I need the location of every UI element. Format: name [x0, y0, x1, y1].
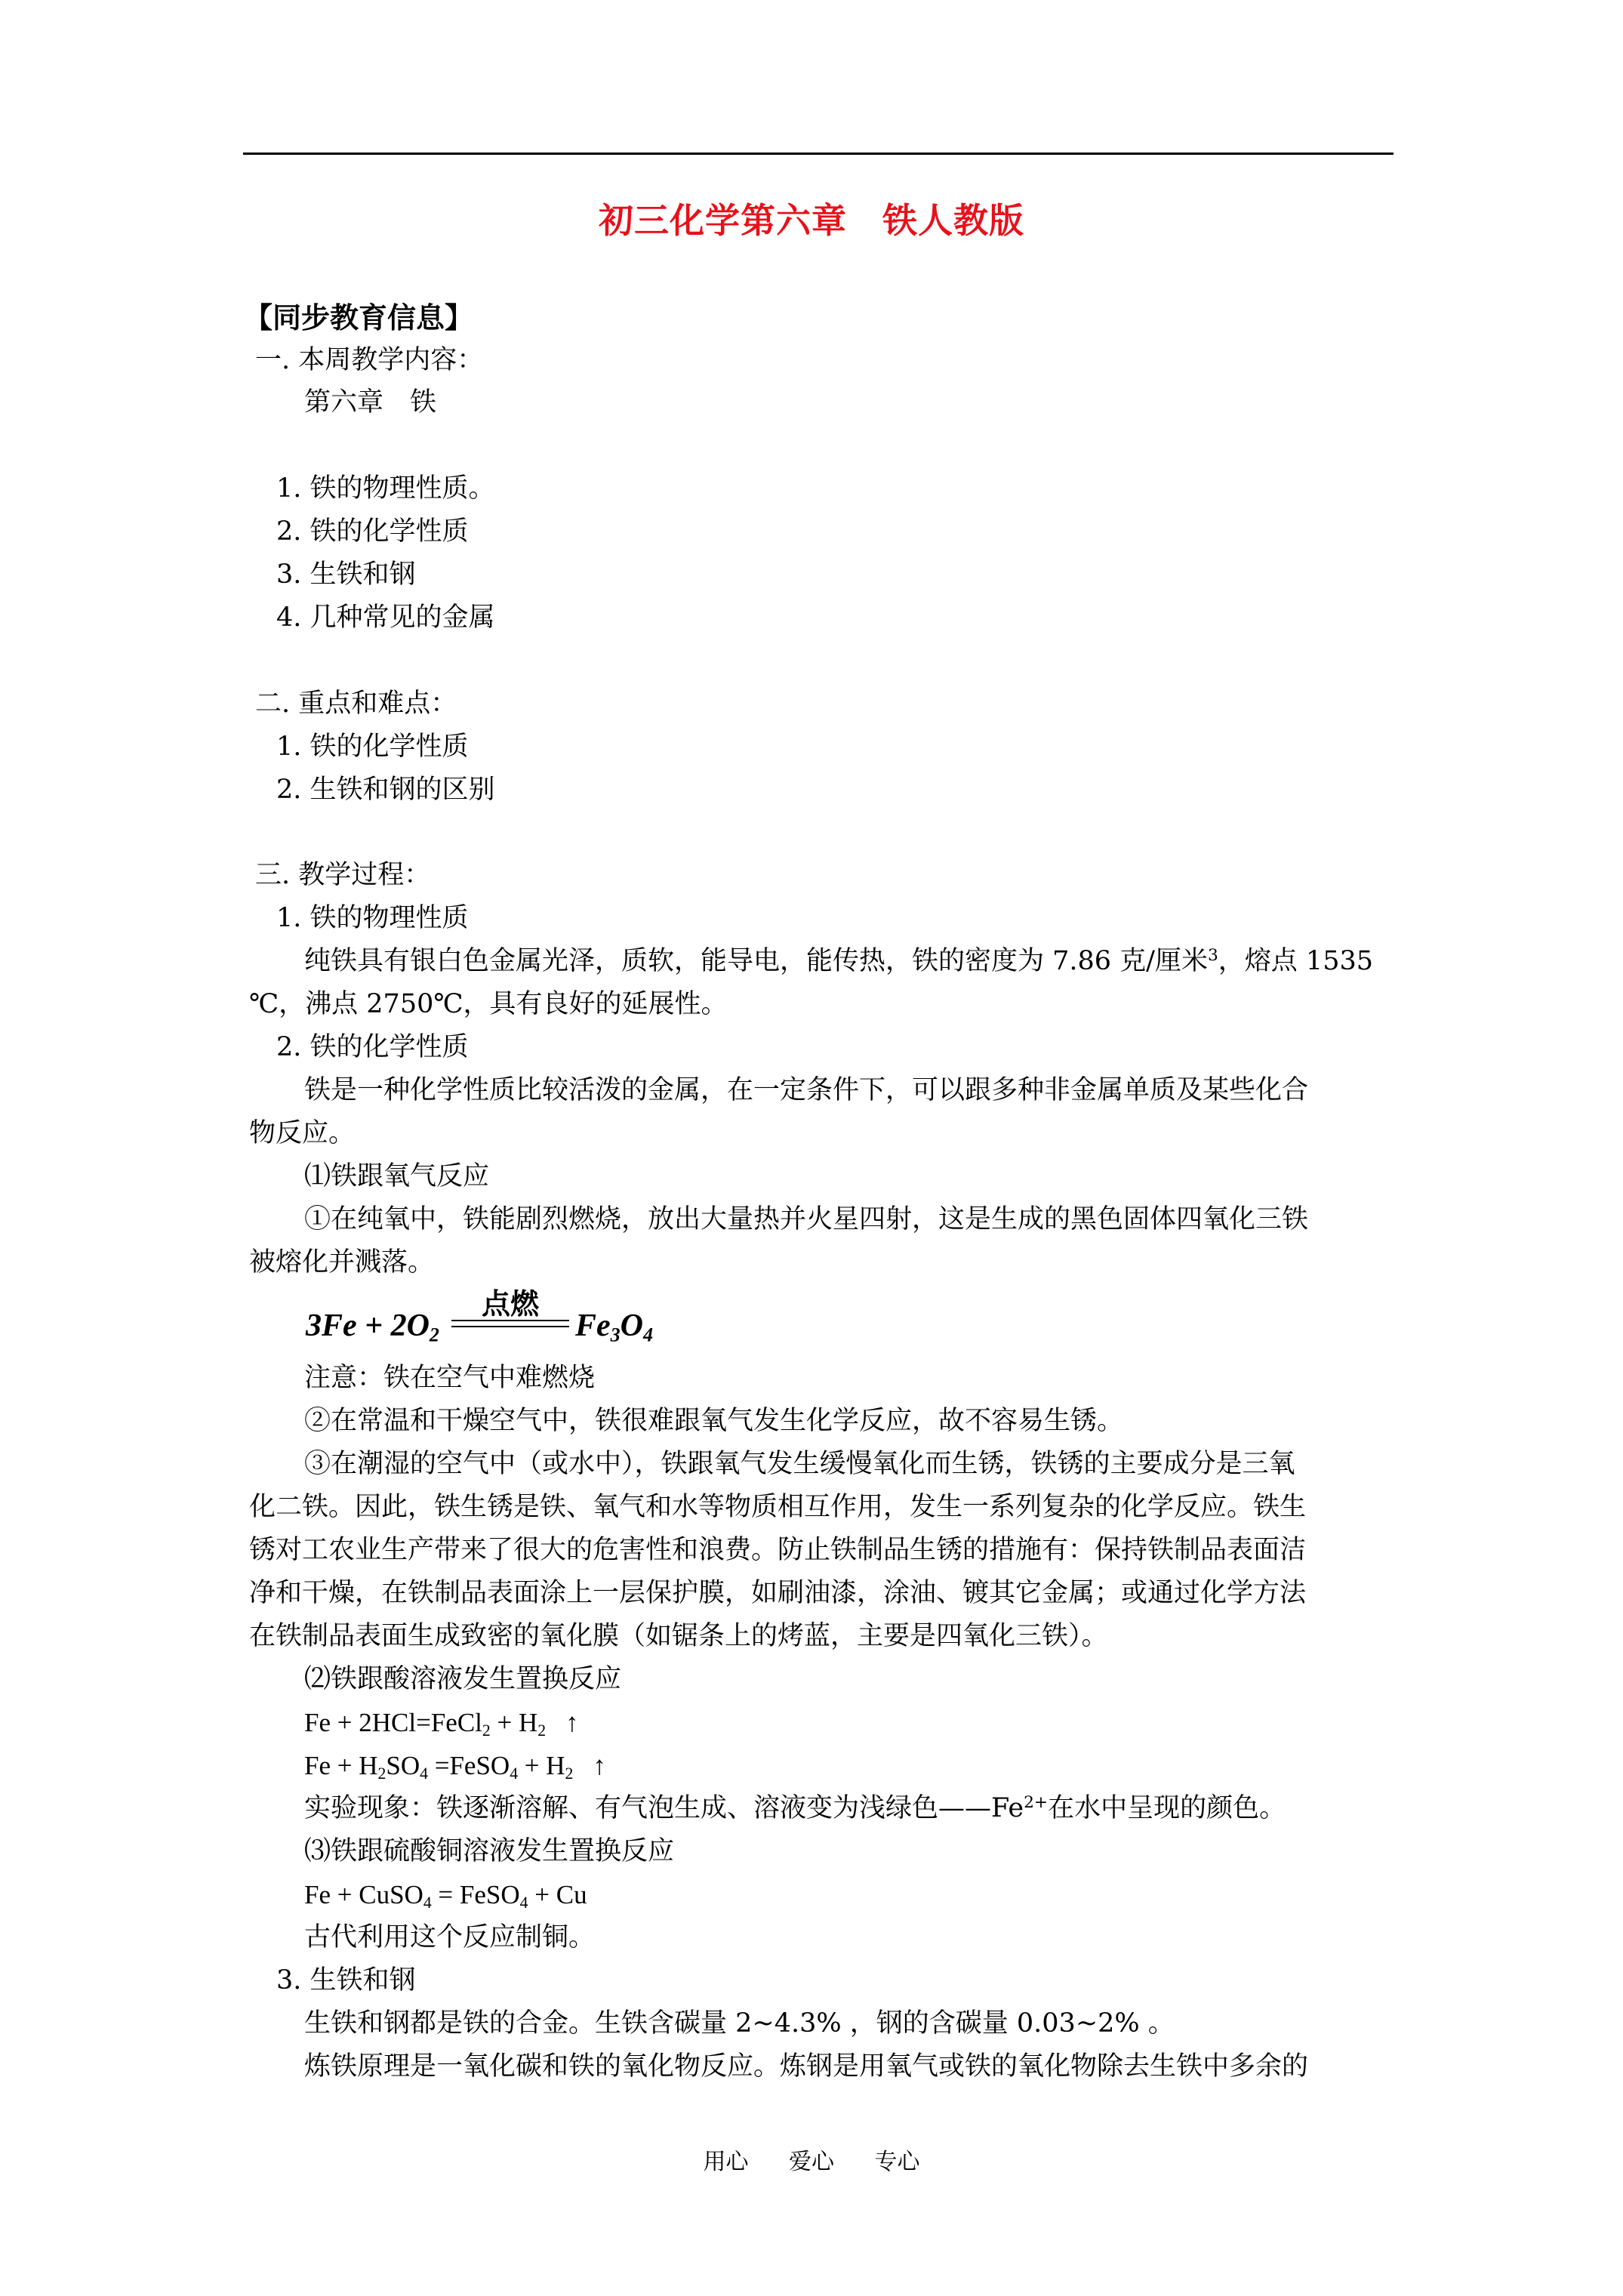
- alloy-paragraph: 生铁和钢都是铁的合金。生铁含碳量 2~4.3% ，钢的含碳量 0.03~2% 。: [304, 2008, 1175, 2039]
- humid-paragraph: ③在潮湿的空气中（或水中），铁跟氧气发生缓慢氧化而生锈，铁锈的主要成分是三氧: [304, 1449, 1295, 1479]
- chem-paragraph: 铁是一种化学性质比较活泼的金属，在一定条件下，可以跟多种非金属单质及某些化合: [304, 1075, 1309, 1105]
- s1-item: 2. 铁的化学性质: [276, 516, 469, 547]
- footer-text: 专心: [874, 2149, 920, 2175]
- gas-arrow-icon: ↑: [565, 1708, 579, 1737]
- s2-item: 2. 生铁和钢的区别: [276, 775, 495, 805]
- dry-air-paragraph: ②在常温和干燥空气中，铁很难跟氧气发生化学反应，故不容易生锈。: [304, 1406, 1124, 1436]
- reaction-condition: 点燃: [481, 1287, 539, 1321]
- hcl-equation: Fe + 2HCl=FeCl$_2$ + $H_2$ ↑: [304, 1708, 579, 1740]
- oxygen-heading: ⑴铁跟氧气反应: [304, 1161, 490, 1191]
- s2-heading: 二. 重点和难点：: [255, 689, 457, 719]
- page-title: 初三化学第六章 铁人教版: [599, 200, 1024, 241]
- chem-paragraph: 物反应。: [249, 1118, 356, 1148]
- cuso4-equation: Fe + CuSO$_4$ = FeSO$_4$ + Cu: [304, 1880, 587, 1912]
- s1-heading: 一. 本周教学内容：: [255, 345, 484, 375]
- s3-heading: 三. 教学过程：: [255, 860, 431, 890]
- oxygen-paragraph: 被熔化并溅落。: [249, 1247, 435, 1277]
- h2so4-equation: $Fe + H_2SO_4$ =FeSO$_4$ + $H_2$ ↑: [304, 1751, 606, 1783]
- humid-paragraph: 净和干燥，在铁制品表面涂上一层保护膜，如刷油漆，涂油、镀其它金属；或通过化学方法: [249, 1578, 1307, 1608]
- cuso4-heading: ⑶铁跟硫酸铜溶液发生置换反应: [304, 1836, 675, 1866]
- oxygen-paragraph: ①在纯氧中，铁能剧烈燃烧，放出大量热并火星四射，这是生成的黑色固体四氧化三铁: [304, 1204, 1309, 1234]
- s1-chapter: 第六章 铁: [304, 387, 437, 418]
- combustion-equation: $3Fe + 2O_2$: [306, 1308, 439, 1346]
- s3-subheading: 3. 生铁和钢: [276, 1965, 416, 1996]
- header-rule: [243, 153, 1394, 155]
- smelting-paragraph: 炼铁原理是一氧化碳和铁的氧化物反应。炼钢是用氧气或铁的氧化物除去生铁中多余的: [304, 2051, 1309, 2082]
- ancient-note: 古代利用这个反应制铜。: [304, 1922, 596, 1952]
- gas-arrow-icon: ↑: [593, 1751, 606, 1780]
- physical-paragraph: ℃，沸点 2750℃，具有良好的延展性。: [249, 989, 728, 1019]
- note: 注意：铁在空气中难燃烧: [304, 1363, 596, 1393]
- humid-paragraph: 锈对工农业生产带来了很大的危害性和浪费。防止铁制品生锈的措施有：保持铁制品表面洁: [249, 1535, 1307, 1565]
- s1-item: 3. 生铁和钢: [276, 559, 416, 590]
- physical-paragraph: 纯铁具有银白色金属光泽，质软，能导电，能传热，铁的密度为 7.86 克/厘米$^3$，熔点 1535: [304, 946, 1373, 976]
- footer-text: 爱心: [789, 2149, 834, 2175]
- s3-subheading: 2. 铁的化学性质: [276, 1032, 469, 1062]
- s3-subheading: 1. 铁的物理性质: [276, 903, 469, 933]
- footer-text: 用心: [703, 2149, 749, 2175]
- acid-heading: ⑵铁跟酸溶液发生置换反应: [304, 1664, 622, 1694]
- s1-item: 1. 铁的物理性质。: [276, 473, 495, 504]
- s1-item: 4. 几种常见的金属: [276, 603, 495, 633]
- equals-bar-top: [451, 1320, 569, 1321]
- equation-product: $Fe_3O_4$: [575, 1308, 654, 1346]
- humid-paragraph: 化二铁。因此，铁生锈是铁、氧气和水等物质相互作用，发生一系列复杂的化学反应。铁生: [249, 1492, 1307, 1522]
- s2-item: 1. 铁的化学性质: [276, 732, 469, 762]
- humid-paragraph: 在铁制品表面生成致密的氧化膜（如锯条上的烤蓝，主要是四氧化三铁）。: [249, 1621, 1108, 1651]
- section-header: 【同步教育信息】: [244, 300, 474, 334]
- phenomenon: 实验现象：铁逐渐溶解、有气泡生成、溶液变为浅绿色$——Fe^{2+}$在水中呈现的颜色。: [304, 1793, 1286, 1823]
- page-footer: [0, 2143, 1623, 2176]
- equals-bar-bottom: [451, 1326, 569, 1327]
